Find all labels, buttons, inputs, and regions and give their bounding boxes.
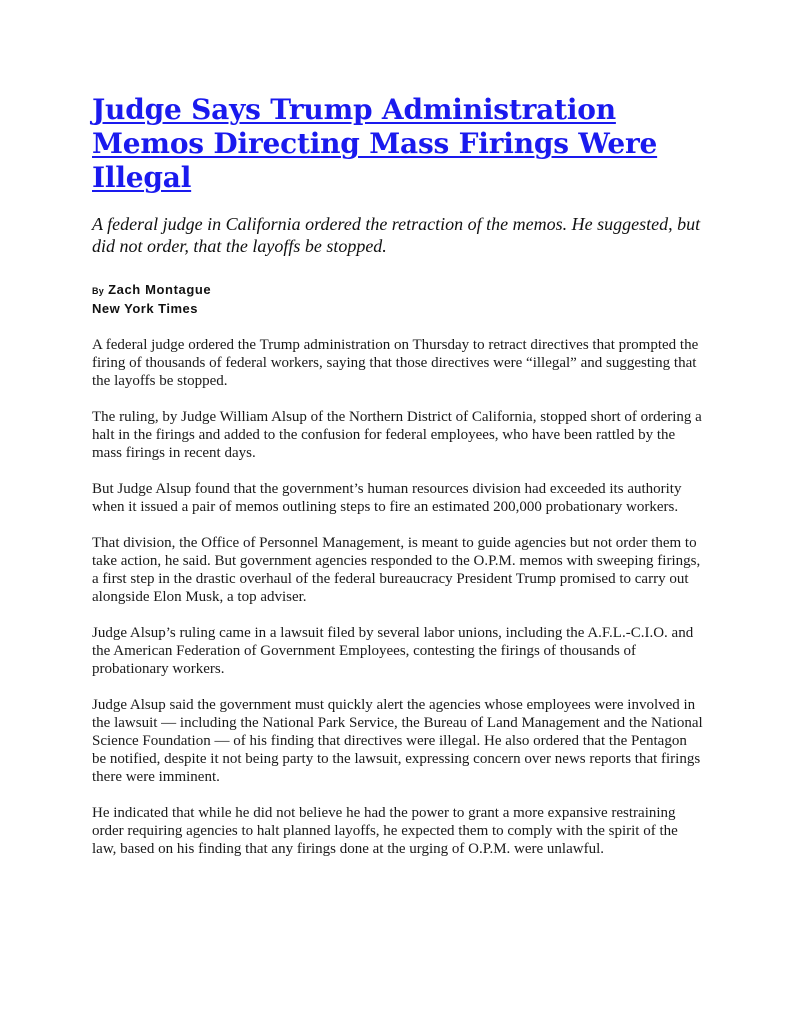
body-paragraph: But Judge Alsup found that the government’s human resources division had exceeded its authority when it issued a pair of memos outlining steps to fire an estimated 200,000 probationary workers. [92,481,682,515]
headline-link[interactable]: Judge Says Trump Administration Memos Directing Mass Firings Were Illegal [92,93,658,194]
byline-author-line [92,281,707,300]
article [92,93,707,876]
body-paragraph: He indicated that while he did not believe he had the power to grant a more expansive restraining order requiring agencies to halt planned layoffs, he expected them to comply with the spirit of the law, based on his finding that any firings done at the urging of O.P.M. were unlawful. [92,805,678,857]
byline [92,281,707,317]
body-paragraph: The ruling, by Judge William Alsup of the Northern District of California, stopped short of ordering a halt in the firings and added to the confusion for federal employees, who have been rattled by the mass firings in recent days. [92,409,702,461]
article-summary: A federal judge in California ordered the retraction of the memos. He suggested, but did not order, that the layoffs be stopped. [92,214,701,256]
body-paragraph: Judge Alsup said the government must quickly alert the agencies whose employees were involved in the lawsuit — including the National Park Service, the Bureau of Land Management and the National Science Foundation — of his finding that directives were illegal. He also ordered that the Pentagon be notified, despite it not being party to the lawsuit, expressing concern over news reports that firings there were imminent. [92,697,703,785]
body-paragraph: A federal judge ordered the Trump administration on Thursday to retract directives that prompted the firing of thousands of federal workers, saying that those directives were “illegal” and suggesting that the layoffs be stopped. [92,337,699,389]
publication-name: New York Times [92,301,198,316]
body-paragraph: Judge Alsup’s ruling came in a lawsuit filed by several labor unions, including the A.F.L.-C.I.O. and the American Federation of Government Employees, contesting the firings of thousands of probationary workers. [92,625,694,677]
article-body [92,336,707,858]
author-name: Zach Montague [108,282,212,297]
body-paragraph: That division, the Office of Personnel Management, is meant to guide agencies but not order them to take action, he said. But government agencies responded to the O.P.M. memos with sweeping firings, a first step in the drastic overhaul of the federal bureaucracy President Trump promised to carry out alongside Elon Musk, a top adviser. [92,535,701,605]
byline-prefix: By [92,286,105,296]
article-headline [92,93,707,195]
